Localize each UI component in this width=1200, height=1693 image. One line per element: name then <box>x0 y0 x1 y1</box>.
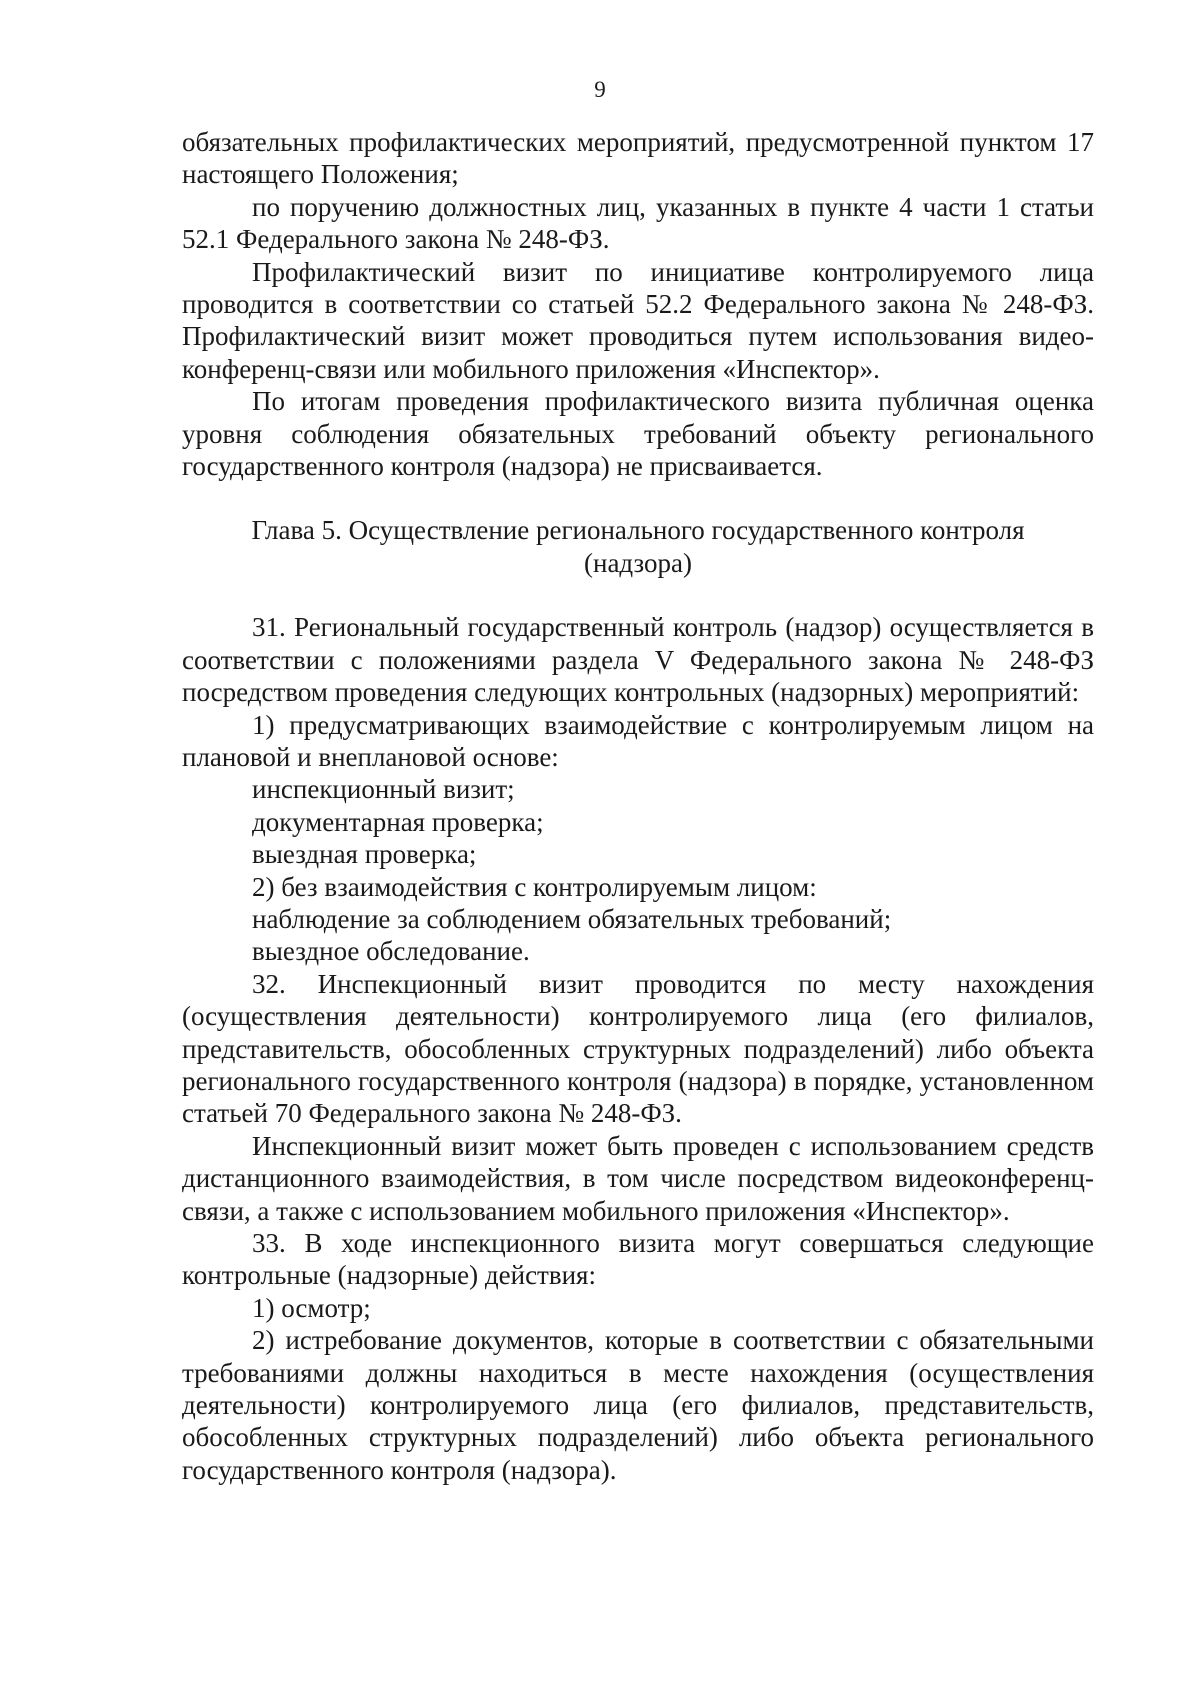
section-33-intro: 33. В ходе инспекционного визита могут совершаться следующие контрольные (надзорные) действия: <box>182 1228 1094 1291</box>
section-33-item-1: 1) осмотр; <box>252 1292 371 1323</box>
list-item: инспекционный визит; <box>252 774 515 805</box>
list-item: наблюдение за соблюдением обязательных требований; <box>252 903 892 934</box>
spacer <box>182 579 1094 611</box>
paragraph-continuation: обязательных профилактических мероприятий, предусмотренной пунктом 17 настоящего Положения; <box>182 127 1094 190</box>
list-item: выездная проверка; <box>252 839 477 870</box>
page-number: 9 <box>594 77 606 102</box>
list-item: выездное обследование. <box>252 936 530 967</box>
section-32-paragraph-1: 32. Инспекционный визит проводится по месту нахождения (осуществления деятельности) контролируемого лица (его филиалов, представительств, обособленных структурных подразделений) либо объекта регионального государственного контроля (надзора) в порядке, установленном статьей 70 Федерального закона № 248-ФЗ. <box>182 968 1094 1129</box>
section-33-item-2: 2) истребование документов, которые в соответствии с обязательными требованиями должны находиться в месте нахождения (осуществления деятельности) контролируемого лица (его филиалов, представительств, обособленных структурных подразделений) либо объекта регионального государственного контроля (надзора). <box>182 1325 1094 1485</box>
chapter-heading: Глава 5. Осуществление регионального государственного контроля (надзора) <box>251 515 1025 578</box>
list-item: документарная проверка; <box>252 806 544 837</box>
section-31-intro: 31. Региональный государственный контроль (надзор) осуществляется в соответствии с положениями раздела V Федерального закона № 248-ФЗ посредством проведения следующих контрольных (надзорных) мероприятий: <box>182 612 1094 708</box>
paragraph-instruction: по поручению должностных лиц, указанных в пункте 4 части 1 статьи 52.1 Федерального закона № 248-ФЗ. <box>182 191 1094 255</box>
document-body <box>182 126 1094 1486</box>
paragraph-visit-results: По итогам проведения профилактического визита публичная оценка уровня соблюдения обязательных требований объекту регионального государственного контроля (надзора) не присваивается. <box>182 386 1094 482</box>
section-31-item-1: 1) предусматривающих взаимодействие с контролируемым лицом на плановой и внеплановой основе: <box>182 709 1094 772</box>
spacer <box>182 482 1094 514</box>
section-32-paragraph-2: Инспекционный визит может быть проведен с использованием средств дистанционного взаимодействия, в том числе посредством видеоконференц-связи, а также с использованием мобильного приложения «Инспектор». <box>182 1130 1094 1226</box>
section-31-item-2: 2) без взаимодействия с контролируемым лицом: <box>252 871 817 902</box>
paragraph-initiative-visit: Профилактический визит по инициативе контролируемого лица проводится в соответствии со статьей 52.2 Федерального закона № 248-ФЗ. Профилактический визит может проводиться путем использования видео-конференц-связи или мобильного приложения «Инспектор». <box>182 256 1094 384</box>
